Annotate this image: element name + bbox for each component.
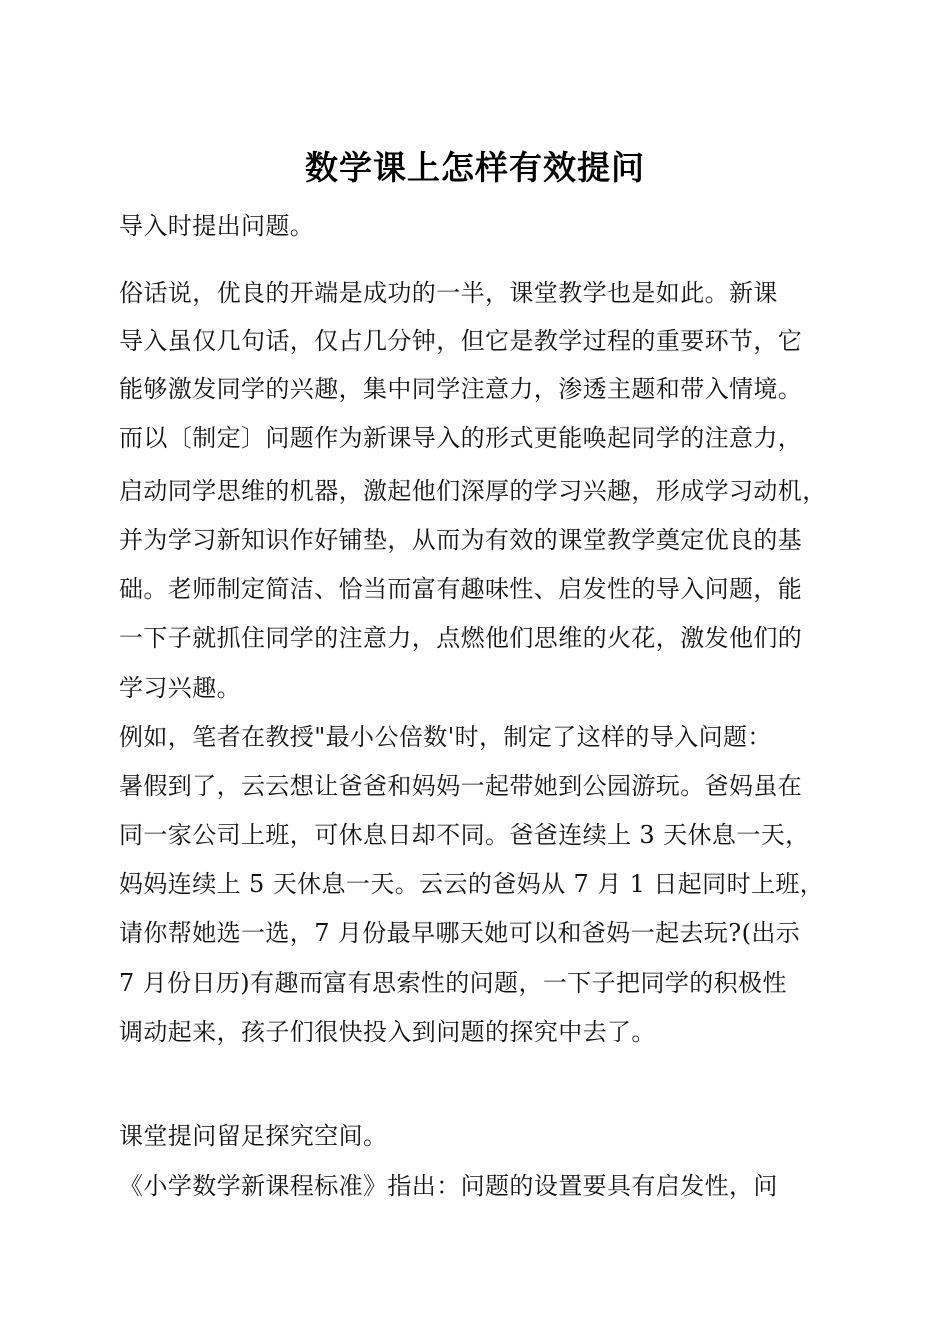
body-line: 能够激发同学的兴趣，集中同学注意力，渗透主题和带入情境。 [119, 375, 803, 403]
body-line: 请你帮她选一选，7 月份最早哪天她可以和爸妈一起去玩?(出示 [119, 919, 801, 947]
body-line: 础。老师制定简洁、恰当而富有趣味性、启发性的导入问题，能 [119, 575, 803, 603]
section-heading: 课堂提问留足探究空间。 [119, 1122, 388, 1150]
body-line: 7 月份日历)有趣而富有思索性的问题，一下子把同学的积极性 [119, 969, 787, 997]
body-line: 学习兴趣。 [119, 674, 241, 702]
body-line: 调动起来，孩子们很快投入到问题的探究中去了。 [119, 1018, 656, 1046]
body-line: 一下子就抓住同学的注意力，点燃他们思维的火花，激发他们的 [119, 624, 803, 652]
body-line: 导入虽仅几句话，仅占几分钟，但它是教学过程的重要环节，它 [119, 327, 803, 355]
body-line: 《小学数学新课程标准》指出：问题的设置要具有启发性，问 [119, 1172, 778, 1200]
body-line: 俗话说，优良的开端是成功的一半，课堂教学也是如此。新课 [119, 279, 778, 307]
body-line: 例如，笔者在教授"最小公倍数'时，制定了这样的导入问题： [119, 723, 772, 751]
body-line: 暑假到了，云云想让爸爸和妈妈一起带她到公园游玩。爸妈虽在 [119, 772, 803, 800]
body-line: 导入时提出问题。 [119, 212, 315, 240]
body-line: 并为学习新知识作好铺垫，从而为有效的课堂教学奠定优良的基 [119, 526, 803, 554]
body-line: 而以〔制定〕问题作为新课导入的形式更能唤起同学的注意力， [119, 424, 803, 452]
document-title: 数学课上怎样有效提问 [305, 148, 645, 187]
body-line: 同一家公司上班，可休息日却不同。爸爸连续上 3 天休息一天， [119, 821, 810, 849]
body-line: 妈妈连续上 5 天休息一天。云云的爸妈从 7 月 1 日起同时上班， [119, 870, 825, 898]
body-line: 启动同学思维的机器，激起他们深厚的学习兴趣，形成学习动机， [119, 477, 827, 505]
